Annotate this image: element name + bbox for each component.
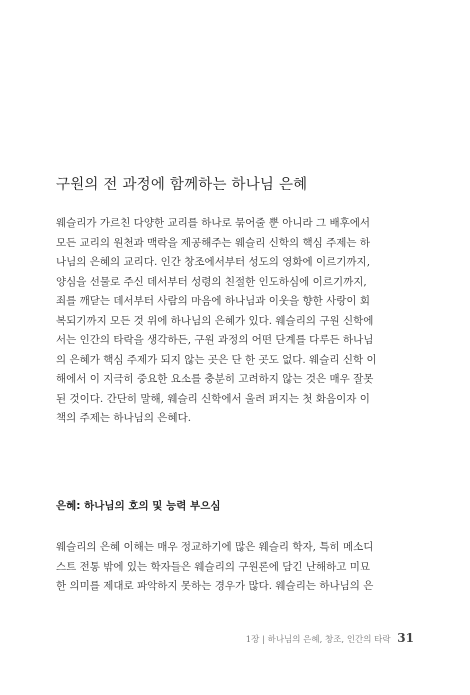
text-line: 스트 전통 밖에 있는 학자들은 웨슬리의 구원론에 담긴 난해하고 미묘 <box>56 560 371 573</box>
text-line: 의 은혜가 핵심 주제가 되지 않는 곳은 단 한 곳도 없다. 웨슬리 신학 이 <box>56 353 377 366</box>
page-footer <box>246 631 414 647</box>
text-line: 서는 인간의 타락을 생각하든, 구원 과정의 어떤 단계를 다루든 하나님 <box>56 334 374 346</box>
subsection-heading: 은혜: 하나님의 호의 및 능력 부으심 <box>56 500 221 512</box>
section-title: 구원의 전 과정에 함께하는 하나님 은혜 <box>56 177 308 193</box>
text-line: 양심을 선물로 주신 데서부터 성령의 친절한 인도하심에 이르기까지, <box>56 275 367 288</box>
text-line: 된 것이다. 간단히 말해, 웨슬리 신학에서 울려 퍼지는 첫 화음이자 이 <box>56 392 370 405</box>
text-line: 책의 주제는 하나님의 은혜다. <box>56 412 192 424</box>
page-number: 31 <box>397 631 414 645</box>
text-line: 웨슬리의 은혜 이해는 매우 정교하기에 많은 웨슬리 학자, 특히 메소디 <box>56 541 374 553</box>
text-line: 나님의 은혜의 교리다. 인간 창조에서부터 성도의 영화에 이르기까지, <box>56 256 371 268</box>
text-line: 해에서 이 지극히 중요한 요소를 충분히 고려하지 않는 것은 매우 잘못 <box>56 373 374 385</box>
running-head: 1장 | 하나님의 은혜, 창조, 인간의 타락 <box>245 635 391 645</box>
text-line: 모든 교리의 원천과 맥락을 제공해주는 웨슬리 신학의 핵심 주제는 하 <box>56 236 371 249</box>
body-paragraph-2 <box>56 538 416 597</box>
text-line: 복되기까지 모든 것 위에 하나님의 은혜가 있다. 웨슬리의 구원 신학에 <box>56 314 374 327</box>
text-line: 웨슬리가 가르친 다양한 교리를 하나로 묶어줄 뿐 아니라 그 배후에서 <box>56 217 371 229</box>
body-paragraph-1 <box>56 214 416 429</box>
text-line: 한 의미를 제대로 파악하지 못하는 경우가 많다. 웨슬리는 하나님의 은 <box>56 580 374 592</box>
text-line: 죄를 깨닫는 데서부터 사람의 마음에 하나님과 이웃을 향한 사랑이 회 <box>56 295 371 307</box>
